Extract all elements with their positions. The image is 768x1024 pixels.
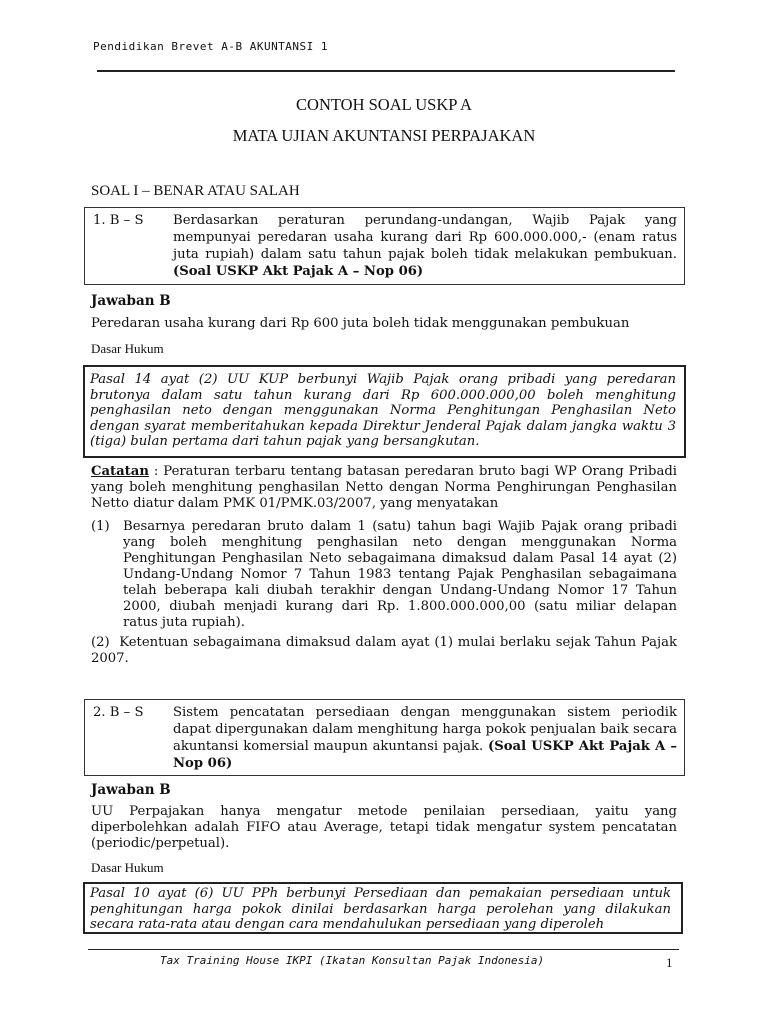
note-block	[91, 464, 677, 512]
answer-1-explanation: Peredaran usaha kurang dari Rp 600 juta boleh tidak menggunakan pembukuan	[91, 316, 630, 331]
page-number: 1	[666, 955, 673, 970]
question-1-box	[84, 207, 685, 285]
list-item-number: (2)	[91, 635, 110, 650]
question-2-text	[173, 704, 677, 772]
legal-basis-1-label: Dasar Hukum	[91, 341, 164, 356]
question-2-box	[84, 699, 685, 776]
legal-basis-2-label: Dasar Hukum	[91, 860, 164, 875]
document-title: CONTOH SOAL USKP A	[296, 95, 472, 114]
section-label: SOAL I – BENAR ATAU SALAH	[91, 183, 300, 199]
answer-2-explanation: UU Perpajakan hanya mengatur metode penilaian persediaan, yaitu yang diperbolehkan adalah FIFO atau Average, tetapi tidak mengatur system pencatatan (periodic/perpetual).	[91, 804, 677, 851]
question-2-source: (Soal USKP Akt Pajak A – Nop 06)	[173, 739, 677, 771]
list-item-number: (1)	[91, 519, 110, 534]
note-label: Catatan	[91, 464, 149, 479]
answer-1-label: Jawaban B	[91, 293, 171, 309]
list-item	[91, 635, 677, 667]
question-2-statement: Sistem pencatatan persediaan dengan menggunakan sistem periodik dapat dipergunakan dalam menghitung harga pokok penjualan baik secara akuntansi komersial maupun akuntansi pajak.	[173, 705, 677, 754]
legal-basis-1-box	[83, 365, 686, 458]
list-item-text: Besarnya peredaran bruto dalam 1 (satu) tahun bagi Wajib Pajak orang pribadi yang boleh menghitung penghasilan neto dengan menggunakan Norma Penghitungan Penghasilan Neto sebagaimana dimaksud dalam Pasal 14 ayat (2) Undang-Undang Nomor 7 Tahun 1983 tentang Pajak Penghasilan sebagaimana telah beberapa kali diubah terakhir dengan Undang-Undang Nomor 17 Tahun 2000, diubah menjadi kurang dari Rp. 1.800.000.000,00 (satu miliar delapan ratus juta rupiah).	[123, 519, 677, 630]
question-1-text	[173, 212, 677, 280]
running-header: Pendidikan Brevet A-B AKUNTANSI 1	[93, 40, 329, 53]
header-rule	[97, 70, 675, 72]
legal-basis-2-text: Pasal 10 ayat (6) UU PPh berbunyi Persediaan dan pemakaian persediaan untuk penghitungan harga pokok dinilai berdasarkan harga perolehan yang dilakukan secara rata-rata atau dengan cara mendahulukan persediaan yang diperoleh	[90, 886, 671, 932]
legal-basis-1-text: Pasal 14 ayat (2) UU KUP berbunyi Wajib Pajak orang pribadi yang peredaran brutonya dalam satu tahun kurang dari Rp 600.000.000,00 boleh menghitung penghasilan neto dengan menggunakan Norma Penghitungan Penghasilan Neto dengan syarat memberitahukan kepada Direktur Jenderal Pajak dalam jangka waktu 3 (tiga) bulan pertama dari tahun pajak yang bersangkutan.	[90, 372, 676, 449]
page-footer: Tax Training House IKPI (Ikatan Konsultan Pajak Indonesia)	[160, 954, 545, 967]
list-item	[91, 519, 677, 631]
footer-rule	[88, 949, 679, 950]
question-1-number: 1. B – S	[93, 213, 144, 228]
note-text: : Peraturan terbaru tentang batasan peredaran bruto bagi WP Orang Pribadi yang boleh menghitung penghasilan Netto dengan Norma Penghirungan Penghasilan Netto diatur dalam PMK 01/PMK.03/2007, yang menyatakan	[91, 464, 677, 511]
question-1-source: (Soal USKP Akt Pajak A – Nop 06)	[173, 264, 424, 279]
question-1-statement: Berdasarkan peraturan perundang-undangan, Wajib Pajak yang mempunyai peredaran usaha kurang dari Rp 600.000.000,- (enam ratus juta rupiah) dalam satu tahun pajak boleh tidak melakukan pembukuan.	[173, 213, 677, 262]
question-2-number: 2. B – S	[93, 705, 144, 720]
document-subtitle: MATA UJIAN AKUNTANSI PERPAJAKAN	[232, 126, 536, 145]
list-item-text: Ketentuan sebagaimana dimaksud dalam ayat (1) mulai berlaku sejak Tahun Pajak 2007.	[91, 635, 677, 666]
answer-2-label: Jawaban B	[91, 782, 171, 798]
legal-basis-2-box	[83, 882, 683, 934]
